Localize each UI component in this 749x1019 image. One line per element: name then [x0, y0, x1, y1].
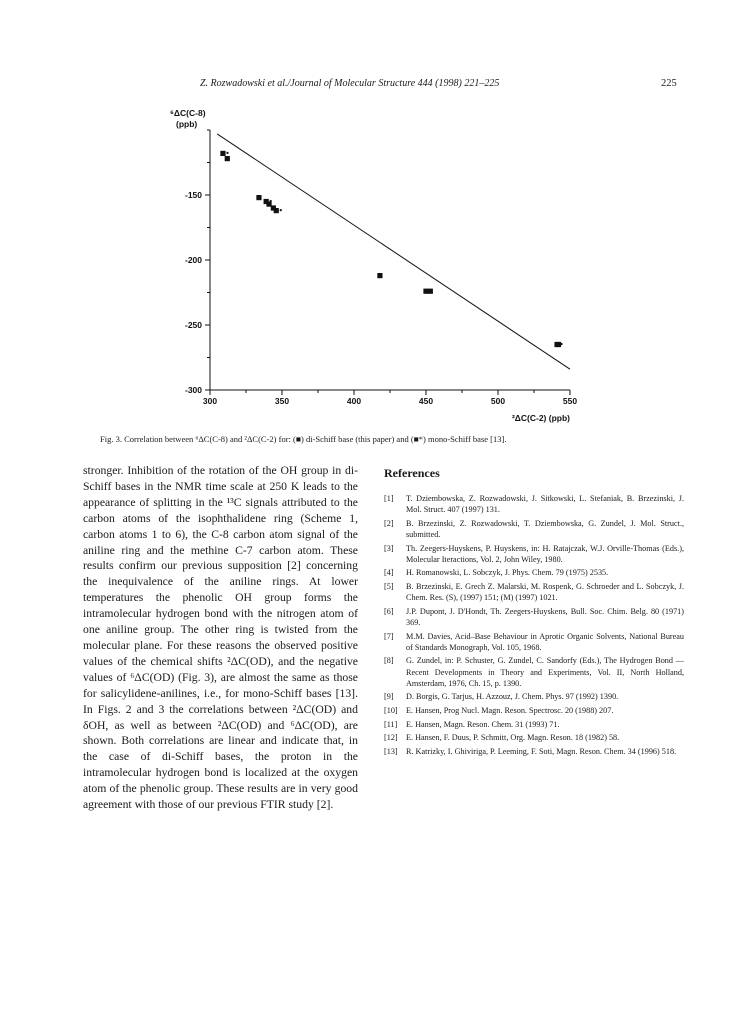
body-paragraph: stronger. Inhibition of the rotation of the OH group in di-Schiff bases in the NMR time scale at 250 K leads to the appearance of splitting in the ¹³C signals attributed to the carbon atoms of the isophthalidene ring (Scheme 1, carbon atoms 1 to 6), the C-8 carbon atom signal of the aniline ring and the methine C-7 carbon atom. These results confirm our previous supposition [2] concerning the inequivalence of the aniline rings. At lower temperatures the phenolic OH group forms the intramolecular hydrogen bond with the nitrogen atom of one aniline group. The other ring is twisted from the molecular plane. For these reasons the observed positive values of the chemical shifts ²ΔC(OD), and the negative values of ⁶ΔC(OD) (Fig. 3), are almost the same as those for salicylidene-anilines, i.e., for mono-Schiff bases [13]. In Figs. 2 and 3 the correlations between ²ΔC(OD) and δOH, as well as between ²ΔC(OD) and ⁶ΔC(OD), are shown. Both correlations are linear and indicate that, in the case of di-Schiff bases, the proton in the intramolecular hydrogen bond is localized at the oxygen atom of the phenolic group. These results are in very good agreement with those of our previous FTIR study [2]. [83, 464, 358, 812]
data-point [554, 342, 559, 347]
reference-item [384, 493, 684, 515]
reference-text: B. Brzezinski, E. Grech Z. Malarski, M. Rospenk, G. Schroeder and L. Sobczyk, J. Chem. Res. (S), (1997) 151; (M) (1997) 1021. [406, 581, 684, 603]
y-tick-label: -200 [184, 255, 202, 265]
reference-number: [4] [384, 568, 394, 578]
references-heading: References [384, 466, 440, 480]
reference-number: [3] [384, 543, 394, 553]
reference-item [384, 691, 684, 702]
reference-text: H. Romanowski, L. Sobczyk, J. Phys. Chem. 79 (1975) 2535. [406, 568, 609, 578]
running-header [0, 78, 749, 94]
data-point-star [280, 209, 282, 211]
page-number: 225 [661, 78, 677, 89]
reference-item [384, 732, 684, 743]
data-point [220, 151, 225, 156]
body-text-column [83, 463, 358, 813]
reference-number: [8] [384, 656, 394, 666]
correlation-chart [140, 100, 610, 430]
y-tick-label: -150 [184, 190, 202, 200]
regression-line [217, 134, 570, 369]
x-tick-label: 450 [418, 396, 434, 406]
reference-text: D. Borgis, G. Tarjus, H. Azzouz, J. Chem. Phys. 97 (1992) 1390. [406, 692, 619, 702]
x-tick-label: 550 [562, 396, 578, 406]
reference-text: E. Hansen, F. Duus, P. Schmitt, Org. Magn. Reson. 18 (1982) 58. [406, 733, 620, 743]
reference-number: [5] [384, 581, 394, 591]
y-tick-label: -300 [184, 385, 202, 395]
data-point [377, 273, 382, 278]
x-tick-label: 400 [346, 396, 362, 406]
reference-text: E. Hansen, Prog Nucl. Magn. Reson. Spectrosc. 20 (1988) 207. [406, 705, 614, 715]
reference-text: G. Zundel, in: P. Schuster, G. Zundel, C. Sandorfy (Eds.), The Hydrogen Bond — Recent Developments in Theory and Experiments, Vol. II, North Holland, Amsterdam, 1976, Ch. 15, p. 1390. [406, 656, 684, 688]
reference-text: E. Hansen, Magn. Reson. Chem. 31 (1993) 71. [406, 719, 560, 729]
reference-number: [12] [384, 733, 398, 743]
reference-item [384, 655, 684, 689]
reference-item [384, 719, 684, 730]
reference-item [384, 543, 684, 565]
reference-item [384, 705, 684, 716]
x-axis-title: ²ΔC(C-2) (ppb) [511, 413, 570, 423]
reference-text: R. Katrizky, I. Ghiviriga, P. Leeming, F. Soti, Magn. Reson. Chem. 34 (1996) 518. [406, 746, 677, 756]
reference-item [384, 581, 684, 603]
figure-caption: Fig. 3. Correlation between ⁶ΔC(C-8) and ²ΔC(C-2) for: (■) di-Schiff base (this paper) and (■*) mono-Schiff base [13]. [100, 434, 507, 444]
y-axis-title: ⁶ΔC(C-8) [170, 108, 206, 118]
reference-list [384, 493, 684, 757]
reference-number: [9] [384, 692, 394, 702]
reference-number: [13] [384, 746, 398, 756]
x-tick-label: 350 [274, 396, 290, 406]
references-section [384, 466, 684, 759]
reference-item [384, 518, 684, 540]
reference-text: B. Brzezinski, Z. Rozwadowski, T. Dziembowska, G. Zundel, J. Mol. Struct., submitted. [406, 518, 684, 539]
reference-number: [6] [384, 606, 394, 616]
reference-item [384, 606, 684, 628]
data-point [225, 156, 230, 161]
figure-3 [140, 100, 610, 430]
reference-number: [7] [384, 631, 394, 641]
y-tick-label: -250 [184, 320, 202, 330]
reference-item [384, 746, 684, 757]
data-point [274, 208, 279, 213]
x-tick-label: 500 [490, 396, 506, 406]
reference-number: [2] [384, 518, 394, 528]
data-point [256, 195, 261, 200]
reference-text: M.M. Davies, Acid–Base Behaviour in Aprotic Organic Solvents, National Bureau of Standards Monograph, Vol. 105, 1968. [406, 631, 684, 652]
data-point-star [270, 200, 272, 202]
y-axis-unit: (ppb) [176, 119, 198, 129]
data-point [428, 289, 433, 294]
reference-number: [11] [384, 719, 398, 729]
reference-item [384, 631, 684, 653]
data-point-star [560, 343, 562, 345]
reference-number: [10] [384, 705, 398, 715]
x-tick-label: 300 [202, 396, 218, 406]
journal-citation: Z. Rozwadowski et al./Journal of Molecular Structure 444 (1998) 221–225 [200, 78, 500, 89]
data-point [264, 199, 269, 204]
reference-text: J.P. Dupont, J. D'Hondt, Th. Zeegers-Huyskens, Bull. Soc. Chim. Belg. 80 (1971) 369. [406, 606, 684, 627]
reference-number: [1] [384, 494, 394, 503]
reference-text: T. Dziembowska, Z. Rozwadowski, J. Sitkowski, L. Stefaniak, B. Brzezinski, J. Mol. Struct. 407 (1997) 131. [406, 494, 684, 515]
reference-text: Th. Zeegers-Huyskens, P. Huyskens, in: H. Ratajczak, W.J. Orville-Thomas (Eds.), Molecular Iteractions, Vol. 2, John Wiley, 1980. [406, 543, 684, 564]
reference-item [384, 567, 684, 578]
data-point-star [226, 152, 228, 154]
